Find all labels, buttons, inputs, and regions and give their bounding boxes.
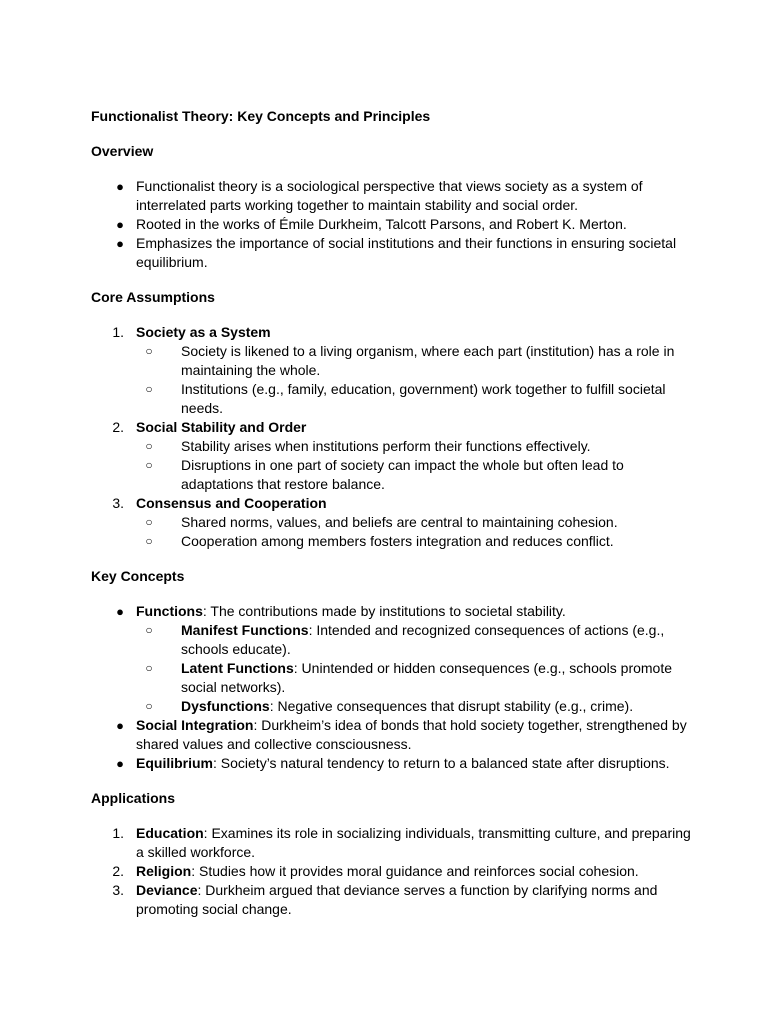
list-number: 2.: [112, 419, 124, 435]
document-title: Functionalist Theory: Key Concepts and Principles: [91, 108, 431, 124]
list-item: [91, 215, 691, 234]
document-body: [91, 107, 691, 919]
bullet-icon: ●: [116, 756, 124, 771]
list-number: 1.: [112, 825, 124, 841]
list-number: 2.: [112, 863, 124, 879]
sub-list-item: [136, 697, 691, 716]
application-term: Religion: [136, 863, 192, 879]
list-item-text: Emphasizes the importance of social institutions and their functions in ensuring societal equilibrium.: [136, 235, 677, 270]
concept-term: Social Integration: [136, 717, 254, 733]
hollow-bullet-icon: ○: [145, 661, 153, 675]
list-item: [91, 716, 691, 754]
list-item: [91, 862, 691, 881]
concept-definition: : Negative consequences that disrupt stability (e.g., crime).: [269, 698, 634, 714]
list-item: [91, 418, 691, 494]
application-term: Deviance: [136, 882, 198, 898]
hollow-bullet-icon: ○: [145, 623, 153, 637]
list-item: [91, 323, 691, 418]
hollow-bullet-icon: ○: [145, 344, 153, 358]
list-item-title: Society as a System: [136, 324, 271, 340]
concept-definition: : The contributions made by institutions to societal stability.: [202, 603, 566, 619]
sub-list-item: [136, 380, 691, 418]
list-item: [91, 234, 691, 272]
sub-list: [136, 437, 691, 494]
hollow-bullet-icon: ○: [145, 515, 153, 529]
list-item: [91, 494, 691, 551]
key-concepts-list: [91, 602, 691, 773]
bullet-icon: ●: [116, 236, 124, 251]
bullet-icon: ●: [116, 604, 124, 619]
hollow-bullet-icon: ○: [145, 458, 153, 472]
hollow-bullet-icon: ○: [145, 382, 153, 396]
sub-list-item-text: Shared norms, values, and beliefs are central to maintaining cohesion.: [181, 514, 618, 530]
list-item-text: Rooted in the works of Émile Durkheim, Talcott Parsons, and Robert K. Merton.: [136, 216, 627, 232]
concept-term: Functions: [136, 603, 203, 619]
concept-term: Equilibrium: [136, 755, 213, 771]
sub-list: [136, 342, 691, 418]
section-heading-applications: Applications: [91, 790, 176, 806]
concept-definition: : Durkheim’s idea of bonds that hold society together, strengthened by shared values and collective consciousness.: [136, 717, 687, 752]
bullet-icon: ●: [116, 718, 124, 733]
sub-list-item: [136, 513, 691, 532]
sub-list-item: [136, 342, 691, 380]
sub-list-item: [136, 621, 691, 659]
sub-list-item-text: Stability arises when institutions perform their functions effectively.: [181, 438, 591, 454]
bullet-icon: ●: [116, 217, 124, 232]
hollow-bullet-icon: ○: [145, 699, 153, 713]
sub-list-item-text: Society is likened to a living organism, where each part (institution) has a role in maintaining the whole.: [181, 343, 675, 378]
hollow-bullet-icon: ○: [145, 439, 153, 453]
list-item: [91, 602, 691, 716]
sub-list-item-text: Disruptions in one part of society can impact the whole but often lead to adaptations that restore balance.: [181, 457, 624, 492]
core-assumptions-list: [91, 323, 691, 551]
list-item: [91, 881, 691, 919]
sub-list-item: [136, 456, 691, 494]
list-item-title: Consensus and Cooperation: [136, 495, 327, 511]
sub-list-item-text: Cooperation among members fosters integration and reduces conflict.: [181, 533, 614, 549]
concept-term: Manifest Functions: [181, 622, 309, 638]
sub-list: [136, 513, 691, 551]
sub-list: [136, 621, 691, 716]
concept-definition: : Intended and recognized consequences of actions (e.g., schools educate).: [181, 622, 665, 657]
list-item: [91, 177, 691, 215]
list-number: 3.: [112, 882, 124, 898]
list-item-title: Social Stability and Order: [136, 419, 307, 435]
application-description: : Examines its role in socializing individuals, transmitting culture, and preparing a skilled workforce.: [136, 825, 691, 860]
applications-list: [91, 824, 691, 919]
application-term: Education: [136, 825, 204, 841]
section-heading-overview: Overview: [91, 143, 154, 159]
list-item: [91, 754, 691, 773]
bullet-icon: ●: [116, 179, 124, 194]
section-heading-core-assumptions: Core Assumptions: [91, 289, 215, 305]
sub-list-item: [136, 532, 691, 551]
list-number: 1.: [112, 324, 124, 340]
list-item-text: Functionalist theory is a sociological perspective that views society as a system of interrelated parts working together to maintain stability and social order.: [136, 178, 643, 213]
hollow-bullet-icon: ○: [145, 534, 153, 548]
application-description: : Durkheim argued that deviance serves a function by clarifying norms and promoting social change.: [136, 882, 658, 917]
concept-term: Dysfunctions: [181, 698, 270, 714]
concept-definition: : Unintended or hidden consequences (e.g., schools promote social networks).: [181, 660, 673, 695]
list-number: 3.: [112, 495, 124, 511]
concept-definition: : Society’s natural tendency to return to a balanced state after disruptions.: [213, 755, 670, 771]
concept-term: Latent Functions: [181, 660, 294, 676]
list-item: [91, 824, 691, 862]
overview-list: [91, 177, 691, 272]
sub-list-item-text: Institutions (e.g., family, education, government) work together to fulfill societal needs.: [181, 381, 666, 416]
sub-list-item: [136, 437, 691, 456]
application-description: : Studies how it provides moral guidance and reinforces social cohesion.: [191, 863, 639, 879]
sub-list-item: [136, 659, 691, 697]
section-heading-key-concepts: Key Concepts: [91, 568, 185, 584]
